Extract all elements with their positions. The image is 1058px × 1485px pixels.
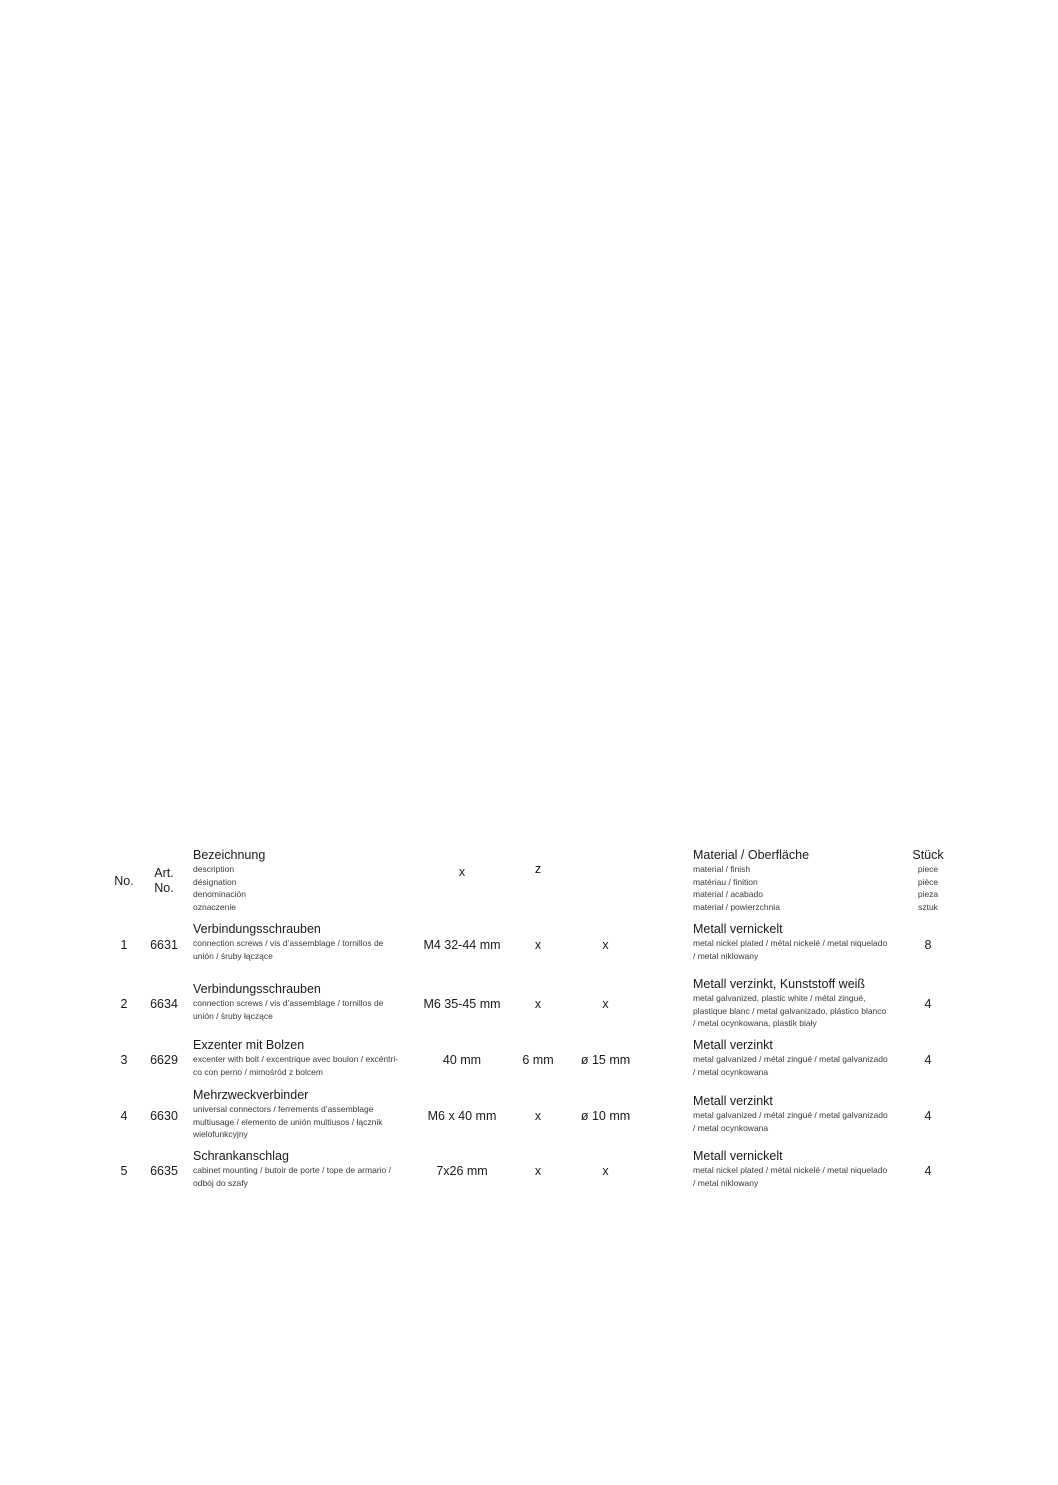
row-diameter: x [602, 997, 609, 1011]
row-description: unión / śruby łączące [193, 950, 273, 961]
header-quantity-main: Stück [912, 848, 944, 862]
row-material [693, 1094, 908, 1134]
header-material-sub: matériau / finition [693, 876, 758, 887]
header-x: x [458, 865, 466, 879]
row-description: connection screws / vis d’assemblage / tornillos de [193, 998, 384, 1008]
row-description: multiusage / elemento de unión multiusos / łącznik [193, 1116, 383, 1127]
row-material [693, 922, 908, 962]
row-material-sub: metal galvanized, plastic white / métal zingué, [693, 993, 866, 1003]
table-row [108, 1088, 958, 1144]
row-designation [193, 982, 418, 1022]
row-designation [193, 1149, 418, 1189]
row-no: 2 [120, 997, 128, 1011]
row-material-main: Metall verzinkt [693, 1038, 773, 1052]
row-material-main: Metall verzinkt [693, 1094, 773, 1108]
row-no: 5 [120, 1164, 128, 1178]
header-material [693, 848, 908, 913]
row-material-sub: metal nickel plated / métal nickelé / metal niquelado [693, 1165, 888, 1175]
row-material-sub: / metal ocynkowana [693, 1066, 769, 1077]
row-material-sub: / metal ocynkowana, plastik biały [693, 1018, 817, 1028]
header-designation-sub: oznaczenie [193, 901, 237, 912]
row-description: wielofunkcyjny [193, 1129, 248, 1139]
row-no: 4 [120, 1109, 128, 1123]
header-art-no-line1: Art. [154, 866, 174, 880]
row-quantity: 8 [924, 938, 932, 952]
row-quantity: 4 [924, 1109, 932, 1123]
header-material-sub: materiał / powierzchnia [693, 901, 780, 912]
header-quantity [908, 848, 948, 913]
row-z: 6 mm [522, 1053, 554, 1067]
header-quantity-sub: pieza [917, 889, 939, 899]
row-material-main: Metall verzinkt, Kunststoff weiß [693, 977, 866, 991]
row-art-no: 6634 [150, 997, 178, 1011]
row-diameter: x [602, 1164, 609, 1178]
row-material [693, 1038, 908, 1078]
table-row [108, 1144, 958, 1199]
row-description: cabinet mounting / butoir de porte / tope de armario / [193, 1165, 391, 1175]
row-material-main: Metall vernickelt [693, 1149, 783, 1163]
row-material-sub: metal galvanized / métal zingué / metal galvanizado [693, 1054, 888, 1064]
header-designation-sub: denominación [193, 889, 246, 899]
header-material-sub: material / acabado [693, 889, 763, 899]
row-quantity: 4 [924, 1053, 932, 1067]
row-x: M4 32-44 mm [423, 938, 501, 952]
row-designation [193, 922, 418, 962]
row-description: universal connectors / ferrements d’assemblage [193, 1104, 374, 1114]
header-z: z [534, 862, 542, 876]
header-material-sub: material / finish [693, 864, 751, 874]
table-header [108, 848, 958, 918]
parts-table [108, 848, 958, 1199]
row-quantity: 4 [924, 997, 932, 1011]
header-designation-sub: description [193, 864, 235, 874]
row-diameter: ø 10 mm [580, 1109, 631, 1123]
row-x: M6 35-45 mm [423, 997, 501, 1011]
row-description: unión / śruby łączące [193, 1010, 273, 1021]
row-diameter: x [602, 938, 609, 952]
table-row [108, 922, 958, 977]
row-no: 1 [120, 938, 128, 952]
row-material-sub: metal galvanized / métal zingué / metal galvanizado [693, 1110, 888, 1120]
row-z: x [534, 1164, 542, 1178]
header-quantity-sub: piece [917, 864, 939, 874]
row-no: 3 [120, 1053, 128, 1067]
row-quantity: 4 [924, 1164, 932, 1178]
header-no: No. [114, 874, 134, 888]
row-art-no: 6635 [150, 1164, 178, 1178]
row-material-sub: metal nickel plated / métal nickelé / metal niquelado [693, 938, 888, 948]
row-description: co con perno / mimośród z bolcem [193, 1066, 323, 1077]
row-material-sub: plastique blanc / metal galvanizado, plástico blanco [693, 1005, 887, 1016]
row-description: connection screws / vis d’assemblage / tornillos de [193, 938, 384, 948]
row-art-no: 6630 [150, 1109, 178, 1123]
header-art-no-line2: No. [154, 881, 174, 895]
row-diameter: ø 15 mm [580, 1053, 631, 1067]
row-z: x [534, 938, 542, 952]
row-material-sub: / metal niklowany [693, 1177, 759, 1188]
header-art-no [146, 866, 182, 896]
table-row [108, 1033, 958, 1088]
row-name: Verbindungsschrauben [193, 922, 321, 936]
row-name: Mehrzweckverbinder [193, 1088, 309, 1102]
row-art-no: 6629 [150, 1053, 178, 1067]
row-art-no: 6631 [150, 938, 178, 952]
header-designation-main: Bezeichnung [193, 848, 266, 862]
header-quantity-sub: pièce [917, 876, 939, 887]
row-x: 40 mm [442, 1053, 482, 1067]
row-material [693, 977, 908, 1030]
row-x: 7x26 mm [436, 1164, 488, 1178]
row-material-sub: / metal ocynkowana [693, 1122, 769, 1133]
row-material-main: Metall vernickelt [693, 922, 783, 936]
row-z: x [534, 997, 542, 1011]
row-designation [193, 1088, 418, 1141]
row-description: odbój do szafy [193, 1177, 248, 1188]
row-description: excenter with bolt / excentrique avec boulon / excéntri- [193, 1054, 399, 1064]
row-name: Verbindungsschrauben [193, 982, 321, 996]
row-x: M6 x 40 mm [427, 1109, 497, 1123]
row-name: Schrankanschlag [193, 1149, 289, 1163]
header-quantity-sub: sztuk [918, 901, 938, 912]
row-designation [193, 1038, 418, 1078]
row-material [693, 1149, 908, 1189]
header-designation [193, 848, 418, 913]
header-material-main: Material / Oberfläche [693, 848, 810, 862]
table-row [108, 977, 958, 1033]
row-material-sub: / metal niklowany [693, 950, 759, 961]
header-designation-sub: désignation [193, 876, 237, 887]
row-name: Exzenter mit Bolzen [193, 1038, 305, 1052]
row-z: x [534, 1109, 542, 1123]
